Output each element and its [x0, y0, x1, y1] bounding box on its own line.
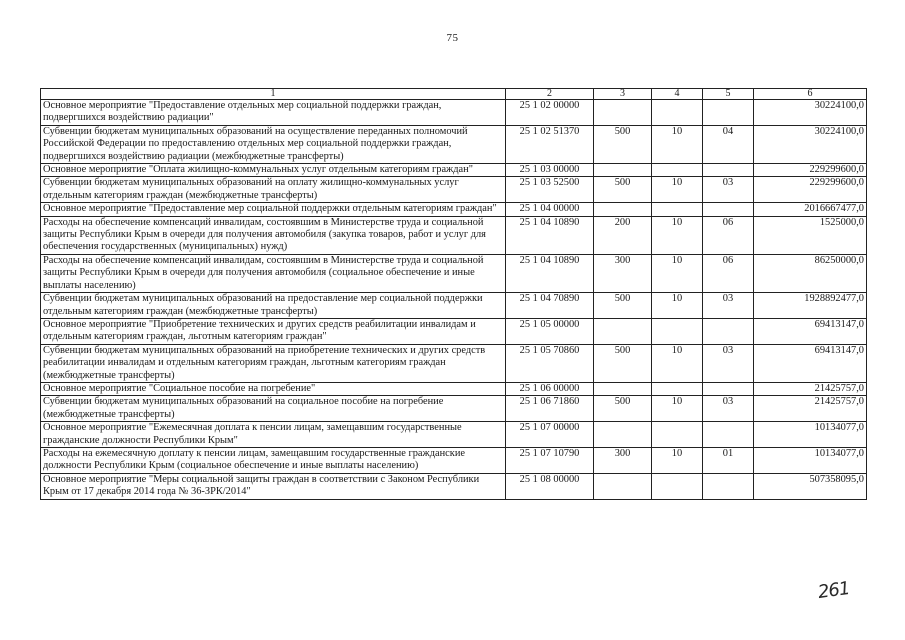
row-code: 25 1 04 70890	[506, 293, 594, 319]
row-name: Основное мероприятие "Предоставление мер социальной поддержки отдельным категориям граждан"	[41, 203, 506, 216]
row-expense-type	[594, 164, 652, 177]
column-header-5: 5	[703, 89, 754, 100]
row-section	[652, 422, 703, 448]
row-code: 25 1 03 00000	[506, 164, 594, 177]
row-section: 10	[652, 216, 703, 254]
row-expense-type: 500	[594, 344, 652, 382]
row-code: 25 1 06 00000	[506, 382, 594, 395]
row-amount: 229299600,0	[754, 177, 867, 203]
row-expense-type: 500	[594, 293, 652, 319]
row-code: 25 1 02 00000	[506, 100, 594, 126]
row-expense-type	[594, 422, 652, 448]
row-section	[652, 473, 703, 499]
table-row	[41, 125, 867, 163]
row-section	[652, 382, 703, 395]
row-expense-type: 300	[594, 254, 652, 292]
row-subsection: 04	[703, 125, 754, 163]
row-name: Основное мероприятие "Социальное пособие на погребение"	[41, 382, 506, 395]
row-name: Основное мероприятие "Предоставление отдельных мер социальной поддержки граждан, подвергшихся воздействию радиации"	[41, 100, 506, 126]
row-name: Расходы на ежемесячную доплату к пенсии лицам, замещавшим государственные гражданские должности Республики Крым (социальное обеспечение и иные выплаты населению)	[41, 447, 506, 473]
row-section	[652, 203, 703, 216]
row-subsection: 01	[703, 447, 754, 473]
row-code: 25 1 03 52500	[506, 177, 594, 203]
row-code: 25 1 05 00000	[506, 318, 594, 344]
table-row	[41, 164, 867, 177]
row-name: Субвенции бюджетам муниципальных образований на приобретение технических и других средств реабилитации инвалидам и отдельным категориям граждан, льготным категориям граждан (межбюджетные трансферты)	[41, 344, 506, 382]
row-section: 10	[652, 447, 703, 473]
row-name: Субвенции бюджетам муниципальных образований на осуществление переданных полномочий Российской Федерации по предоставлению отдельных мер социальной поддержки граждан, подвергшихся воздействию радиации (межбюджетные трансферты)	[41, 125, 506, 163]
row-amount: 21425757,0	[754, 396, 867, 422]
row-subsection: 03	[703, 293, 754, 319]
row-amount: 1928892477,0	[754, 293, 867, 319]
row-expense-type	[594, 203, 652, 216]
row-subsection: 06	[703, 254, 754, 292]
row-code: 25 1 05 70860	[506, 344, 594, 382]
row-name: Основное мероприятие "Ежемесячная доплата к пенсии лицам, замещавшим государственные гражданские должности Республики Крым"	[41, 422, 506, 448]
row-expense-type: 200	[594, 216, 652, 254]
row-subsection	[703, 100, 754, 126]
row-subsection	[703, 473, 754, 499]
table-row	[41, 293, 867, 319]
row-code: 25 1 07 00000	[506, 422, 594, 448]
row-amount: 1525000,0	[754, 216, 867, 254]
header-row	[41, 89, 867, 100]
row-code: 25 1 08 00000	[506, 473, 594, 499]
row-amount: 229299600,0	[754, 164, 867, 177]
row-subsection	[703, 164, 754, 177]
table-row	[41, 396, 867, 422]
page-number: 75	[446, 32, 459, 44]
row-code: 25 1 04 00000	[506, 203, 594, 216]
column-header-2: 2	[506, 89, 594, 100]
row-section: 10	[652, 293, 703, 319]
row-amount: 2016667477,0	[754, 203, 867, 216]
table-row	[41, 318, 867, 344]
table-row	[41, 344, 867, 382]
row-name: Расходы на обеспечение компенсаций инвалидам, состоявшим в Министерстве труда и социальной защиты Республики Крым в очереди для получения автомобиля (закупка товаров, работ и услуг для обеспечения государственных (муниципальных) нужд)	[41, 216, 506, 254]
table-body	[41, 100, 867, 500]
row-name: Основное мероприятие "Оплата жилищно-коммунальных услуг отдельным категориям граждан"	[41, 164, 506, 177]
row-code: 25 1 06 71860	[506, 396, 594, 422]
row-expense-type	[594, 100, 652, 126]
row-section	[652, 100, 703, 126]
row-amount: 21425757,0	[754, 382, 867, 395]
table-row	[41, 382, 867, 395]
row-section: 10	[652, 254, 703, 292]
row-name: Субвенции бюджетам муниципальных образований на предоставление мер социальной поддержки отдельным категориям граждан (межбюджетные трансферты)	[41, 293, 506, 319]
row-expense-type: 500	[594, 177, 652, 203]
column-header-1: 1	[41, 89, 506, 100]
budget-table	[40, 88, 867, 500]
row-section: 10	[652, 396, 703, 422]
row-expense-type: 500	[594, 396, 652, 422]
row-amount: 30224100,0	[754, 125, 867, 163]
row-expense-type	[594, 382, 652, 395]
table-row	[41, 100, 867, 126]
row-subsection: 03	[703, 344, 754, 382]
handwritten-signature: 261	[816, 577, 851, 604]
row-code: 25 1 02 51370	[506, 125, 594, 163]
row-amount: 30224100,0	[754, 100, 867, 126]
row-code: 25 1 04 10890	[506, 254, 594, 292]
row-code: 25 1 04 10890	[506, 216, 594, 254]
table-row	[41, 177, 867, 203]
row-subsection: 03	[703, 177, 754, 203]
row-section	[652, 164, 703, 177]
row-expense-type	[594, 473, 652, 499]
row-section: 10	[652, 125, 703, 163]
column-header-6: 6	[754, 89, 867, 100]
table-row	[41, 254, 867, 292]
row-code: 25 1 07 10790	[506, 447, 594, 473]
table-row	[41, 473, 867, 499]
row-section: 10	[652, 344, 703, 382]
table-row	[41, 422, 867, 448]
column-header-3: 3	[594, 89, 652, 100]
row-name: Основное мероприятие "Меры социальной защиты граждан в соответствии с Законом Республики Крым от 17 декабря 2014 года № 36-ЗРК/2014"	[41, 473, 506, 499]
table-row	[41, 216, 867, 254]
row-amount: 69413147,0	[754, 318, 867, 344]
row-subsection	[703, 422, 754, 448]
row-name: Расходы на обеспечение компенсаций инвалидам, состоявшим в Министерстве труда и социальной защиты Республики Крым в очереди для получения автомобиля (социальное обеспечение и иные выплаты населению)	[41, 254, 506, 292]
row-expense-type: 300	[594, 447, 652, 473]
row-name: Субвенции бюджетам муниципальных образований на социальное пособие на погребение (межбюджетные трансферты)	[41, 396, 506, 422]
row-subsection	[703, 318, 754, 344]
row-subsection: 03	[703, 396, 754, 422]
row-expense-type: 500	[594, 125, 652, 163]
row-subsection	[703, 382, 754, 395]
row-name: Субвенции бюджетам муниципальных образований на оплату жилищно-коммунальных услуг отдельным категориям граждан (межбюджетные трансферты)	[41, 177, 506, 203]
row-amount: 10134077,0	[754, 447, 867, 473]
row-amount: 507358095,0	[754, 473, 867, 499]
row-amount: 10134077,0	[754, 422, 867, 448]
row-section: 10	[652, 177, 703, 203]
row-name: Основное мероприятие "Приобретение технических и других средств реабилитации инвалидам и отдельным категориям граждан, льготным категориям граждан"	[41, 318, 506, 344]
table-row	[41, 203, 867, 216]
table-row	[41, 447, 867, 473]
row-section	[652, 318, 703, 344]
row-subsection: 06	[703, 216, 754, 254]
row-expense-type	[594, 318, 652, 344]
row-amount: 69413147,0	[754, 344, 867, 382]
column-header-4: 4	[652, 89, 703, 100]
row-amount: 86250000,0	[754, 254, 867, 292]
row-subsection	[703, 203, 754, 216]
